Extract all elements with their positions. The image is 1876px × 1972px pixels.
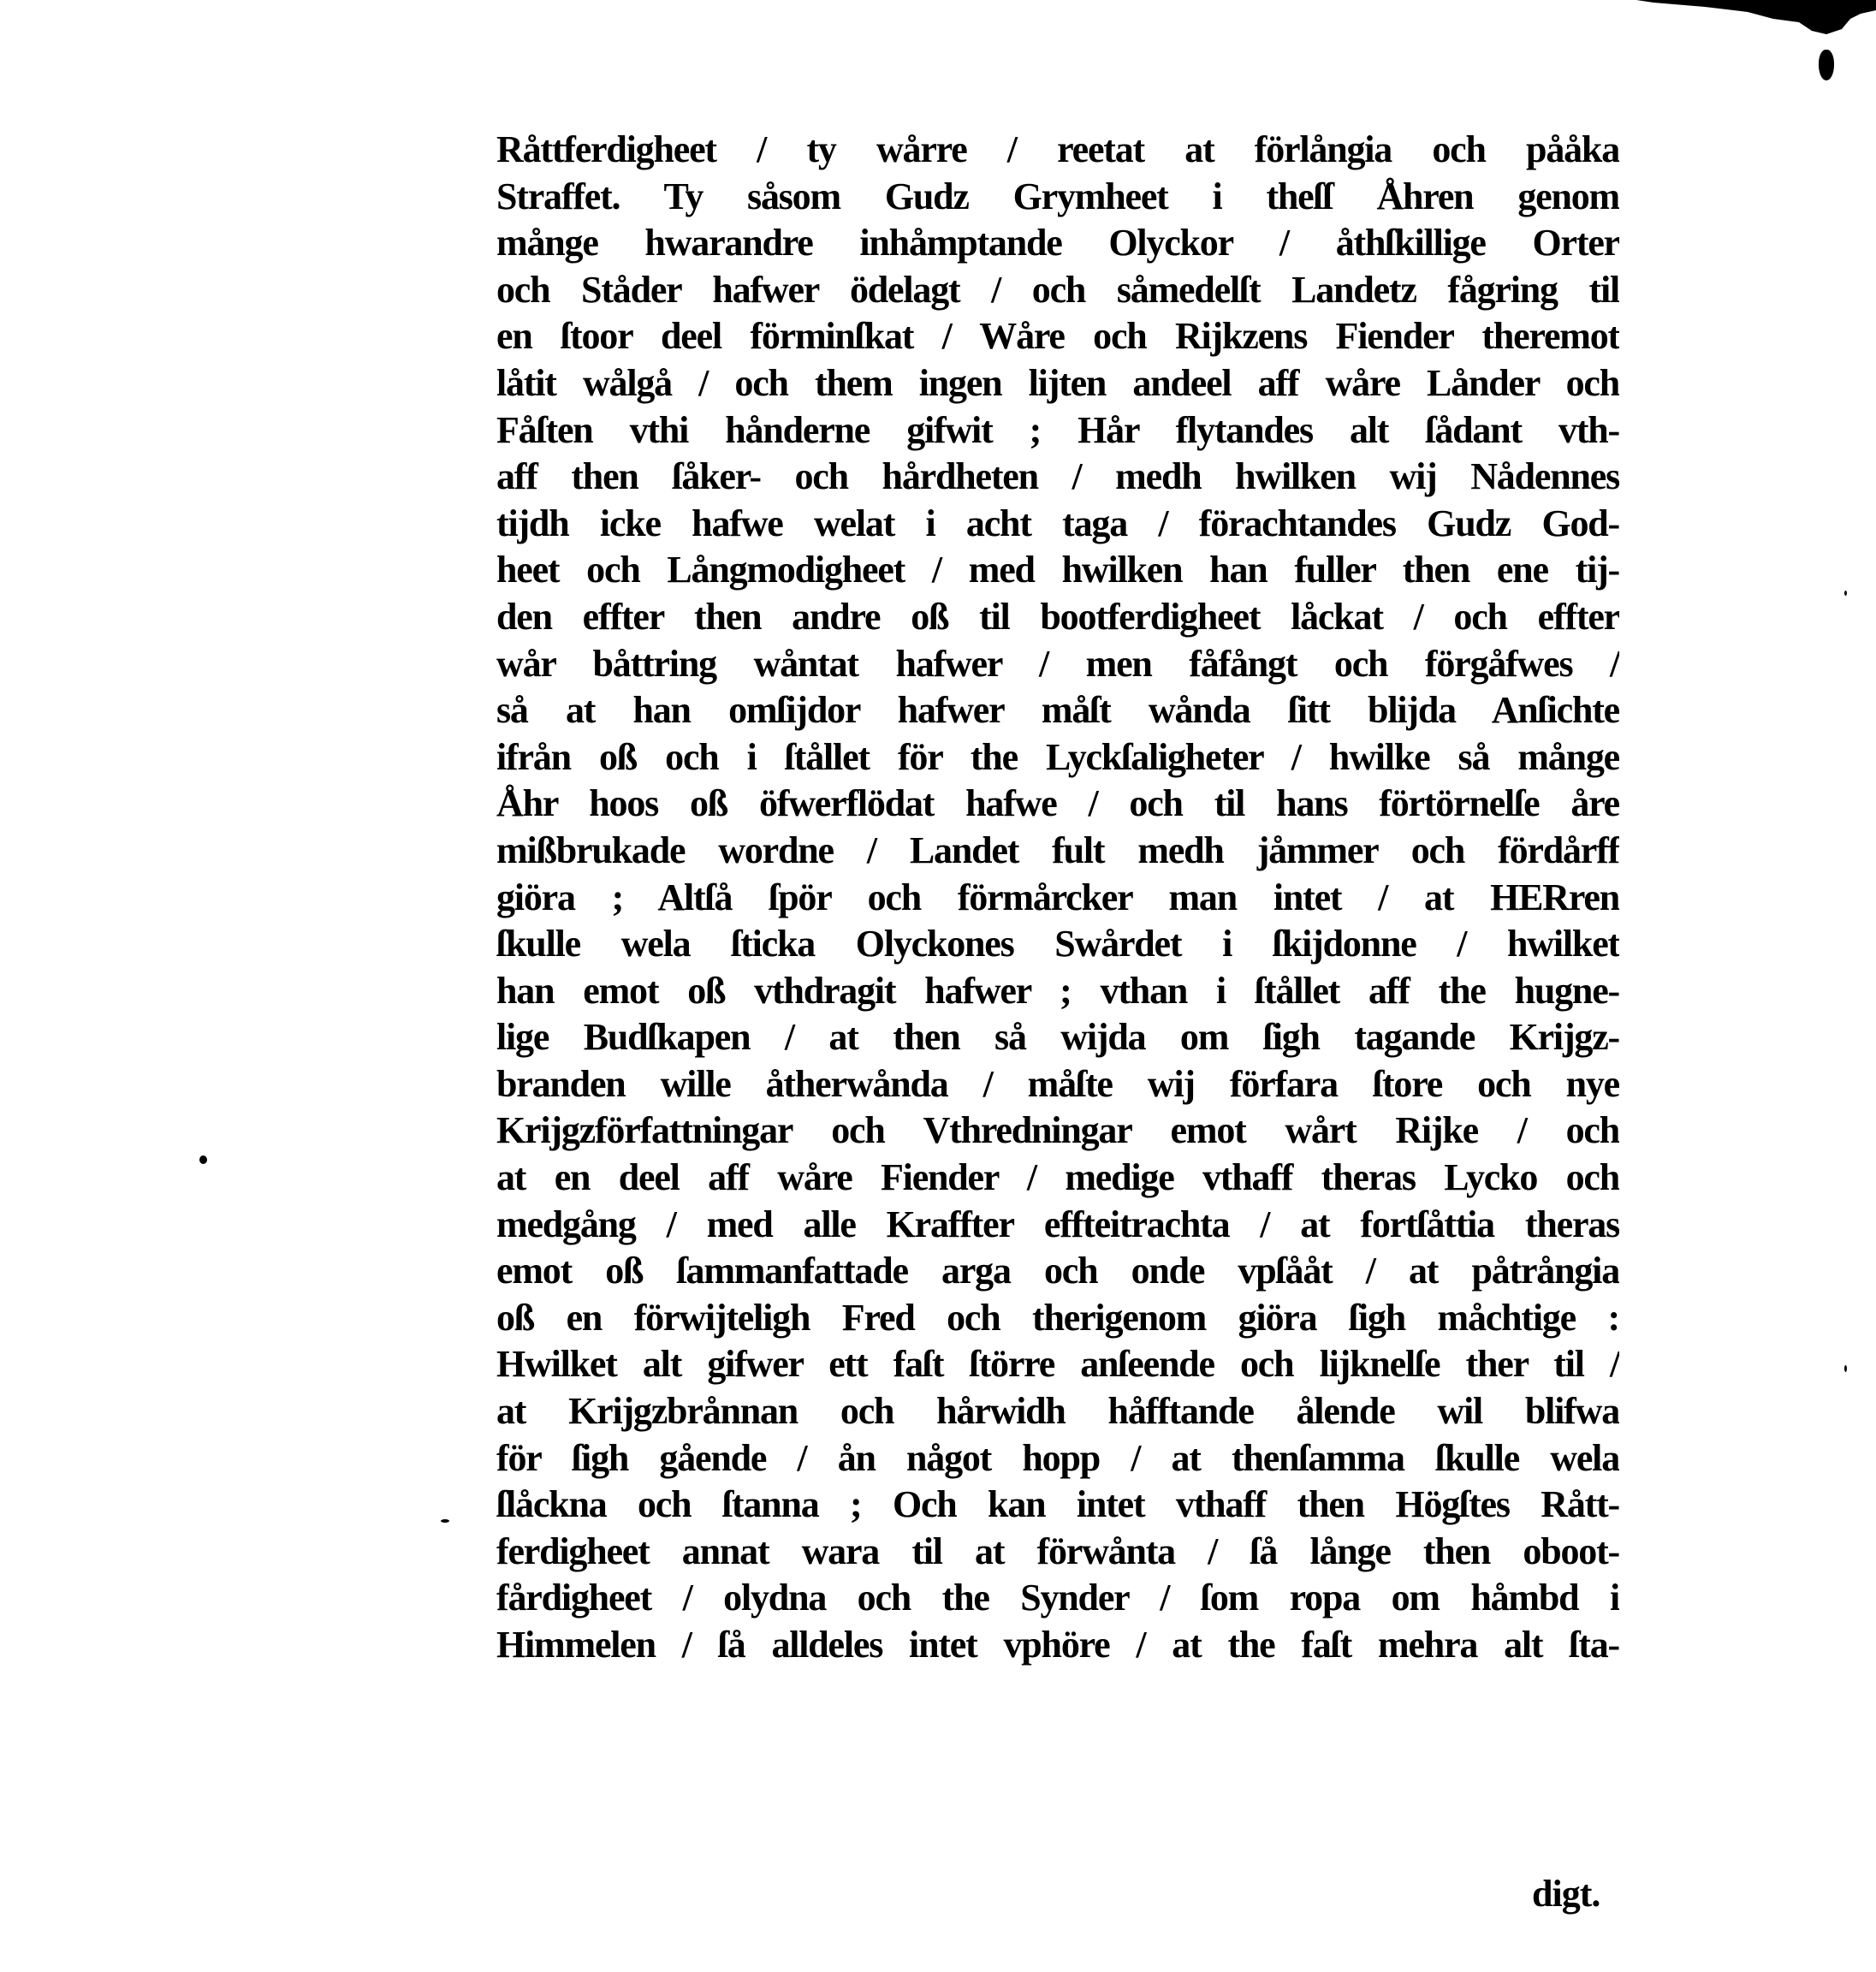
text-line: och Ståder hafwer ödelagt / och såmedelſt Landetz fågring til — [496, 268, 1619, 311]
ink-speck — [1844, 591, 1847, 596]
body-text — [496, 127, 1619, 1669]
text-line: så at han omſijdor hafwer måſt wånda ſitt blijda Anſichte — [496, 689, 1619, 732]
text-line: Hwilket alt gifwer ett faſt ſtörre anſeende och lijknelſe ther til / — [496, 1343, 1619, 1386]
text-line: lige Budſkapen / at then så wijda om ſigh tagande Krijgz- — [496, 1016, 1619, 1059]
text-line: tijdh icke hafwe welat i acht taga / förachtandes Gudz God- — [496, 502, 1619, 544]
text-line: aff then ſåker- och hårdheten / medh hwilken wij Nådennes — [496, 455, 1619, 498]
text-line: Straffet. Ty såsom Gudz Grymheet i theſſ Åhren genom — [496, 175, 1619, 217]
catchword: digt. — [1532, 1873, 1600, 1915]
text-line: han emot oß vthdragit hafwer ; vthan i ſtållet aff the hugne- — [496, 969, 1619, 1012]
text-line: giöra ; Altſå ſpör och förmårcker man intet / at HERren — [496, 876, 1619, 918]
text-line: Råttferdigheet / ty wårre / reetat at förlångia och pååka — [496, 128, 1619, 170]
text-line: branden wille åtherwånda / måſte wij förfara ſtore och nye — [496, 1062, 1619, 1105]
text-line: ſlåckna och ſtanna ; Och kan intet vthaff then Högſtes Rått- — [496, 1483, 1619, 1526]
text-line: emot oß ſammanfattade arga och onde vpſååt / at påtrångia — [496, 1250, 1619, 1292]
text-line: wår båttring wåntat hafwer / men fåfångt och förgåfwes / — [496, 642, 1619, 685]
text-line: Fåſten vthi hånderne gifwit ; Hår flytandes alt ſådant vth- — [496, 408, 1619, 451]
text-line: den effter then andre oß til bootferdigheet låckat / och effter — [496, 595, 1619, 638]
text-line: ifrån oß och i ſtållet för the Lyckſaligheter / hwilke så månge — [496, 735, 1619, 778]
text-line: mißbrukade wordne / Landet fult medh jåmmer och fördårff — [496, 829, 1619, 871]
ink-blot-mark — [1819, 50, 1834, 80]
text-line: Åhr hoos oß öfwerflödat hafwe / och til hans förtörnelſe åre — [496, 782, 1619, 825]
text-line: låtit wålgå / och them ingen lijten andeel aff wåre Lånder och — [496, 361, 1619, 404]
text-line: at en deel aff wåre Fiender / medige vthaff theras Lycko och — [496, 1156, 1619, 1199]
ink-speck — [441, 1519, 449, 1523]
text-line: för ſigh gående / ån något hopp / at thenſamma ſkulle wela — [496, 1436, 1619, 1479]
ink-speck — [199, 1155, 207, 1164]
text-line: fårdigheet / olydna och the Synder / ſom ropa om håmbd i — [496, 1577, 1619, 1619]
text-line: Himmelen / ſå alldeles intet vphöre / at the faſt mehra alt ſta- — [496, 1624, 1619, 1666]
text-line: Krijgzförfattningar och Vthredningar emot wårt Rijke / och — [496, 1109, 1619, 1152]
text-line: medgång / med alle Kraffter effteitrachta / at fortſåttia theras — [496, 1203, 1619, 1245]
text-line: heet och Långmodigheet / med hwilken han fuller then ene tij- — [496, 549, 1619, 591]
text-line: ſkulle wela ſticka Olyckones Swårdet i ſkijdonne / hwilket — [496, 923, 1619, 965]
scan-edge-shadow — [1636, 0, 1876, 36]
ink-speck — [1844, 1365, 1847, 1372]
text-line: at Krijgzbrånnan och hårwidh håfftande ålende wil blifwa — [496, 1390, 1619, 1433]
text-line: en ſtoor deel förminſkat / Wåre och Rijkzens Fiender theremot — [496, 315, 1619, 358]
text-line: månge hwarandre inhåmptande Olyckor / åthſkillige Orter — [496, 222, 1619, 264]
text-line: oß en förwijteligh Fred och therigenom giöra ſigh måchtige : — [496, 1296, 1619, 1339]
text-line: ferdigheet annat wara til at förwånta / ſå långe then oboot- — [496, 1529, 1619, 1572]
